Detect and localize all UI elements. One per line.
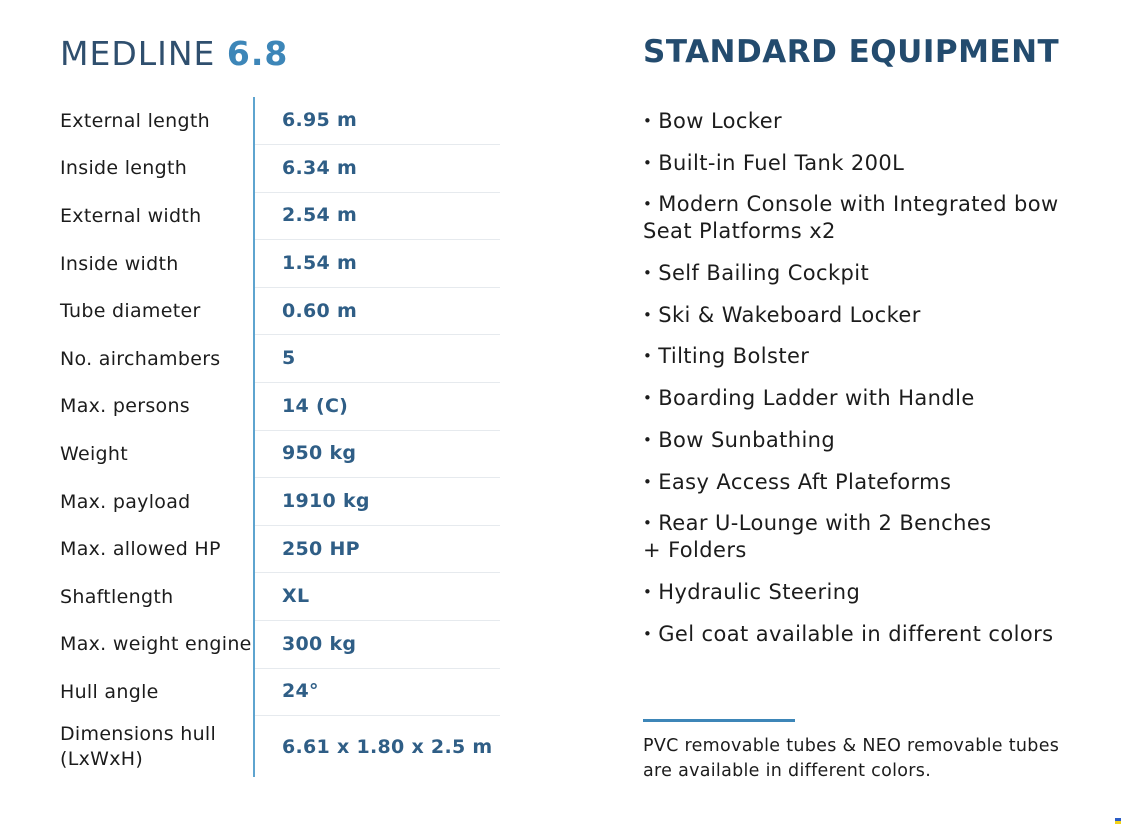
equipment-item: [643, 150, 1083, 177]
spec-value: 2.54 m: [255, 192, 500, 241]
model-name: MEDLINE: [60, 34, 216, 73]
spec-label-line: Dimensions hull: [60, 722, 217, 745]
spec-value: 5: [255, 334, 500, 383]
model-title: [60, 34, 288, 73]
equipment-item-text: Boarding Ladder with Handle: [658, 386, 975, 411]
spec-row: [60, 525, 500, 573]
equipment-title: STANDARD EQUIPMENT: [643, 34, 1060, 70]
equipment-item: [643, 108, 1083, 135]
spec-label: Max. weight engine: [60, 633, 252, 656]
equipment-item-text-continued: + Folders: [643, 538, 747, 563]
spec-row: [60, 240, 500, 288]
tubes-note-line: are available in different colors.: [643, 761, 932, 781]
equipment-list: [643, 108, 1083, 662]
equipment-item: [643, 260, 1083, 287]
spec-value: 6.95 m: [255, 97, 500, 146]
spec-row: [60, 621, 500, 669]
equipment-item-text-continued: Seat Platforms x2: [643, 219, 836, 244]
bullet-icon: •: [643, 112, 653, 130]
bullet-icon: •: [643, 624, 653, 643]
spec-row: [60, 287, 500, 335]
bullet-icon: •: [643, 347, 653, 366]
equipment-item: [643, 343, 1083, 370]
spec-value: 300 kg: [255, 620, 500, 669]
equipment-item-text: Built-in Fuel Tank 200L: [658, 150, 905, 175]
spec-value: 250 HP: [255, 525, 500, 574]
equipment-item: [643, 510, 1083, 564]
spec-table: [60, 97, 500, 778]
bullet-icon: •: [643, 305, 653, 324]
equipment-item-text: Modern Console with Integrated bow: [658, 192, 1059, 217]
equipment-item-text: Ski & Wakeboard Locker: [658, 302, 921, 327]
bullet-icon: •: [643, 514, 653, 533]
spec-value: 1.54 m: [255, 239, 500, 288]
spec-row: [60, 383, 500, 431]
equipment-item-text: Gel coat available in different colors: [658, 621, 1054, 646]
spec-value: 14 (C): [255, 382, 500, 431]
spec-row: [60, 192, 500, 240]
spec-label: Weight: [60, 442, 128, 465]
bullet-icon: •: [643, 472, 653, 491]
tubes-note: [643, 734, 1083, 784]
spec-row: [60, 573, 500, 621]
equipment-item: [643, 191, 1083, 245]
equipment-item-text: Tilting Bolster: [658, 344, 810, 369]
spec-label: [60, 722, 255, 772]
spec-value: 950 kg: [255, 430, 500, 479]
spec-row: [60, 430, 500, 478]
equipment-item: [643, 302, 1083, 329]
model-number: 6.8: [226, 34, 289, 73]
spec-label: No. airchambers: [60, 347, 221, 370]
spec-value: 24°: [255, 668, 500, 717]
equipment-item-text: Bow Locker: [658, 109, 783, 133]
spec-label: Max. payload: [60, 490, 191, 513]
spec-label: Tube diameter: [60, 300, 201, 323]
spec-row: [60, 478, 500, 526]
note-divider: [643, 719, 795, 722]
equipment-item: [643, 579, 1083, 606]
spec-label: External width: [60, 204, 202, 227]
corner-flag-icon: [1115, 818, 1121, 824]
spec-label: Inside width: [60, 252, 179, 275]
spec-label: Max. persons: [60, 395, 190, 418]
tubes-note-line: PVC removable tubes & NEO removable tubes: [643, 736, 1060, 756]
spec-row: [60, 335, 500, 383]
spec-value: 0.60 m: [255, 287, 500, 336]
spec-row: [60, 97, 500, 145]
equipment-item: [643, 385, 1083, 412]
spec-row: [60, 668, 500, 716]
bullet-icon: •: [643, 582, 653, 601]
corner-flag-bottom: [1115, 821, 1121, 824]
spec-label: Max. allowed HP: [60, 538, 221, 561]
bullet-icon: •: [643, 264, 653, 283]
spec-value: 1910 kg: [255, 477, 500, 526]
spec-label: Hull angle: [60, 680, 159, 703]
spec-label: Inside length: [60, 157, 188, 180]
equipment-item: [643, 469, 1083, 496]
spec-row: [60, 716, 500, 778]
spec-value: XL: [255, 572, 500, 621]
equipment-item-text: Hydraulic Steering: [658, 579, 861, 604]
equipment-item-text: Easy Access Aft Plateforms: [658, 469, 952, 494]
spec-label-line: (LxWxH): [60, 747, 144, 770]
spec-value: 6.34 m: [255, 144, 500, 193]
spec-value: 6.61 x 1.80 x 2.5 m: [282, 735, 493, 758]
bullet-icon: •: [643, 195, 653, 214]
equipment-item-text: Rear U-Lounge with 2 Benches: [658, 511, 992, 536]
equipment-item: [643, 621, 1083, 648]
equipment-item-text: Self Bailing Cockpit: [658, 261, 870, 286]
bullet-icon: •: [643, 430, 653, 449]
equipment-item-text: Bow Sunbathing: [658, 427, 836, 452]
spec-row: [60, 145, 500, 193]
spec-label: External length: [60, 109, 210, 132]
equipment-item: [643, 427, 1083, 454]
bullet-icon: •: [643, 389, 653, 408]
bullet-icon: •: [643, 153, 653, 172]
spec-label: Shaftlength: [60, 585, 174, 608]
